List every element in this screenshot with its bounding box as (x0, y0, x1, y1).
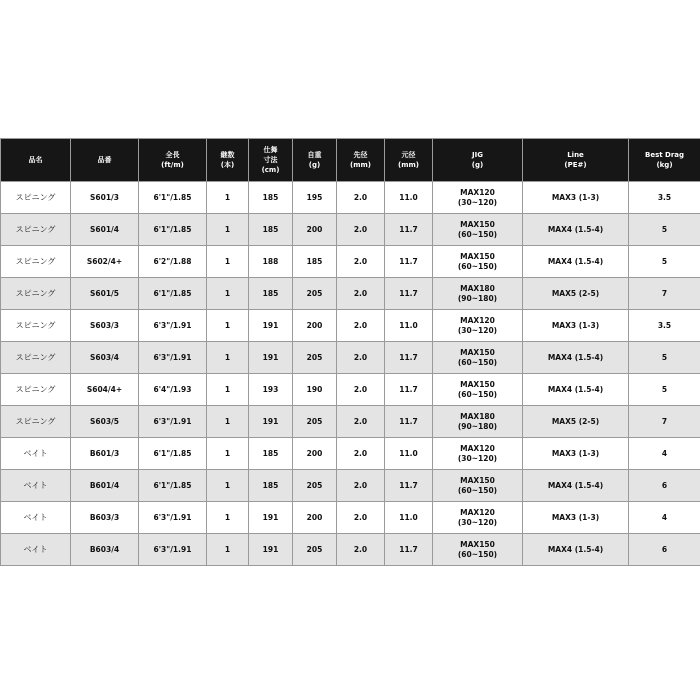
butt-diameter-cell: 11.7 (385, 534, 433, 566)
length-cell: 6'4"/1.93 (139, 374, 207, 406)
product-type-cell: ベイト (1, 438, 71, 470)
best-drag-cell: 7 (629, 406, 700, 438)
pieces-cell: 1 (207, 342, 249, 374)
pieces-cell: 1 (207, 406, 249, 438)
weight-cell: 200 (293, 502, 337, 534)
length-cell: 6'3"/1.91 (139, 310, 207, 342)
header-cell: 自重 (g) (293, 139, 337, 182)
line-rating-cell: MAX4 (1.5-4) (523, 470, 629, 502)
line-rating-cell: MAX4 (1.5-4) (523, 214, 629, 246)
butt-diameter-cell: 11.0 (385, 438, 433, 470)
pieces-cell: 1 (207, 278, 249, 310)
model-number-cell: B601/4 (71, 470, 139, 502)
header-cell: Best Drag (kg) (629, 139, 700, 182)
table-row (1, 470, 700, 502)
table-row (1, 342, 700, 374)
product-type-cell: スピニング (1, 342, 71, 374)
length-cell: 6'1"/1.85 (139, 438, 207, 470)
model-number-cell: S603/4 (71, 342, 139, 374)
best-drag-cell: 6 (629, 470, 700, 502)
closed-length-cell: 191 (249, 310, 293, 342)
butt-diameter-cell: 11.7 (385, 214, 433, 246)
closed-length-cell: 191 (249, 502, 293, 534)
model-number-cell: B601/3 (71, 438, 139, 470)
header-cell: 元径 (mm) (385, 139, 433, 182)
tip-diameter-cell: 2.0 (337, 246, 385, 278)
table-row (1, 534, 700, 566)
length-cell: 6'2"/1.88 (139, 246, 207, 278)
closed-length-cell: 185 (249, 182, 293, 214)
model-number-cell: S603/3 (71, 310, 139, 342)
table-row (1, 246, 700, 278)
table-row (1, 374, 700, 406)
tip-diameter-cell: 2.0 (337, 342, 385, 374)
tip-diameter-cell: 2.0 (337, 182, 385, 214)
pieces-cell: 1 (207, 470, 249, 502)
weight-cell: 205 (293, 342, 337, 374)
closed-length-cell: 185 (249, 278, 293, 310)
weight-cell: 195 (293, 182, 337, 214)
tip-diameter-cell: 2.0 (337, 470, 385, 502)
header-row (1, 139, 700, 182)
product-type-cell: スピニング (1, 374, 71, 406)
length-cell: 6'1"/1.85 (139, 214, 207, 246)
line-rating-cell: MAX3 (1-3) (523, 182, 629, 214)
product-type-cell: ベイト (1, 502, 71, 534)
length-cell: 6'3"/1.91 (139, 342, 207, 374)
pieces-cell: 1 (207, 182, 249, 214)
pieces-cell: 1 (207, 438, 249, 470)
weight-cell: 205 (293, 406, 337, 438)
butt-diameter-cell: 11.0 (385, 502, 433, 534)
jig-weight-cell: MAX150 (60~150) (433, 246, 523, 278)
jig-weight-cell: MAX150 (60~150) (433, 534, 523, 566)
line-rating-cell: MAX5 (2-5) (523, 278, 629, 310)
best-drag-cell: 4 (629, 438, 700, 470)
spec-table (0, 138, 700, 566)
jig-weight-cell: MAX150 (60~150) (433, 342, 523, 374)
butt-diameter-cell: 11.7 (385, 406, 433, 438)
product-type-cell: スピニング (1, 182, 71, 214)
closed-length-cell: 191 (249, 534, 293, 566)
weight-cell: 205 (293, 278, 337, 310)
pieces-cell: 1 (207, 246, 249, 278)
jig-weight-cell: MAX120 (30~120) (433, 438, 523, 470)
header-cell: Line (PE#) (523, 139, 629, 182)
length-cell: 6'1"/1.85 (139, 278, 207, 310)
weight-cell: 185 (293, 246, 337, 278)
pieces-cell: 1 (207, 214, 249, 246)
tip-diameter-cell: 2.0 (337, 406, 385, 438)
tip-diameter-cell: 2.0 (337, 278, 385, 310)
product-type-cell: スピニング (1, 406, 71, 438)
model-number-cell: B603/3 (71, 502, 139, 534)
model-number-cell: S601/5 (71, 278, 139, 310)
table-row (1, 502, 700, 534)
length-cell: 6'3"/1.91 (139, 406, 207, 438)
jig-weight-cell: MAX180 (90~180) (433, 406, 523, 438)
weight-cell: 200 (293, 214, 337, 246)
product-type-cell: スピニング (1, 278, 71, 310)
best-drag-cell: 4 (629, 502, 700, 534)
butt-diameter-cell: 11.7 (385, 374, 433, 406)
weight-cell: 205 (293, 534, 337, 566)
product-type-cell: ベイト (1, 470, 71, 502)
model-number-cell: B603/4 (71, 534, 139, 566)
best-drag-cell: 6 (629, 534, 700, 566)
line-rating-cell: MAX4 (1.5-4) (523, 246, 629, 278)
butt-diameter-cell: 11.7 (385, 342, 433, 374)
header-cell: 全長 (ft/m) (139, 139, 207, 182)
line-rating-cell: MAX5 (2-5) (523, 406, 629, 438)
length-cell: 6'1"/1.85 (139, 470, 207, 502)
table-row (1, 438, 700, 470)
header-cell: 品名 (1, 139, 71, 182)
closed-length-cell: 191 (249, 342, 293, 374)
weight-cell: 205 (293, 470, 337, 502)
butt-diameter-cell: 11.0 (385, 310, 433, 342)
jig-weight-cell: MAX150 (60~150) (433, 214, 523, 246)
spec-table-body (1, 182, 700, 566)
best-drag-cell: 5 (629, 246, 700, 278)
best-drag-cell: 5 (629, 342, 700, 374)
closed-length-cell: 185 (249, 214, 293, 246)
line-rating-cell: MAX3 (1-3) (523, 502, 629, 534)
best-drag-cell: 5 (629, 374, 700, 406)
weight-cell: 190 (293, 374, 337, 406)
model-number-cell: S601/3 (71, 182, 139, 214)
jig-weight-cell: MAX120 (30~120) (433, 182, 523, 214)
length-cell: 6'3"/1.91 (139, 502, 207, 534)
closed-length-cell: 185 (249, 470, 293, 502)
header-cell: 継数 (本) (207, 139, 249, 182)
header-cell: JIG (g) (433, 139, 523, 182)
header-cell: 品番 (71, 139, 139, 182)
butt-diameter-cell: 11.7 (385, 246, 433, 278)
line-rating-cell: MAX4 (1.5-4) (523, 342, 629, 374)
length-cell: 6'1"/1.85 (139, 182, 207, 214)
tip-diameter-cell: 2.0 (337, 438, 385, 470)
butt-diameter-cell: 11.7 (385, 470, 433, 502)
tip-diameter-cell: 2.0 (337, 310, 385, 342)
header-cell: 先径 (mm) (337, 139, 385, 182)
line-rating-cell: MAX4 (1.5-4) (523, 374, 629, 406)
header-cell: 仕舞 寸法 (cm) (249, 139, 293, 182)
jig-weight-cell: MAX120 (30~120) (433, 502, 523, 534)
line-rating-cell: MAX3 (1-3) (523, 438, 629, 470)
tip-diameter-cell: 2.0 (337, 214, 385, 246)
butt-diameter-cell: 11.7 (385, 278, 433, 310)
tip-diameter-cell: 2.0 (337, 502, 385, 534)
butt-diameter-cell: 11.0 (385, 182, 433, 214)
line-rating-cell: MAX3 (1-3) (523, 310, 629, 342)
model-number-cell: S604/4+ (71, 374, 139, 406)
closed-length-cell: 191 (249, 406, 293, 438)
jig-weight-cell: MAX150 (60~150) (433, 470, 523, 502)
closed-length-cell: 185 (249, 438, 293, 470)
jig-weight-cell: MAX150 (60~150) (433, 374, 523, 406)
table-row (1, 182, 700, 214)
model-number-cell: S601/4 (71, 214, 139, 246)
best-drag-cell: 3.5 (629, 182, 700, 214)
table-row (1, 214, 700, 246)
length-cell: 6'3"/1.91 (139, 534, 207, 566)
best-drag-cell: 7 (629, 278, 700, 310)
best-drag-cell: 5 (629, 214, 700, 246)
closed-length-cell: 193 (249, 374, 293, 406)
jig-weight-cell: MAX180 (90~180) (433, 278, 523, 310)
product-type-cell: スピニング (1, 246, 71, 278)
product-type-cell: スピニング (1, 214, 71, 246)
pieces-cell: 1 (207, 534, 249, 566)
weight-cell: 200 (293, 310, 337, 342)
model-number-cell: S602/4+ (71, 246, 139, 278)
tip-diameter-cell: 2.0 (337, 534, 385, 566)
model-number-cell: S603/5 (71, 406, 139, 438)
product-type-cell: ベイト (1, 534, 71, 566)
tip-diameter-cell: 2.0 (337, 374, 385, 406)
jig-weight-cell: MAX120 (30~120) (433, 310, 523, 342)
table-row (1, 406, 700, 438)
weight-cell: 200 (293, 438, 337, 470)
table-row (1, 278, 700, 310)
pieces-cell: 1 (207, 502, 249, 534)
product-type-cell: スピニング (1, 310, 71, 342)
pieces-cell: 1 (207, 374, 249, 406)
line-rating-cell: MAX4 (1.5-4) (523, 534, 629, 566)
closed-length-cell: 188 (249, 246, 293, 278)
table-row (1, 310, 700, 342)
pieces-cell: 1 (207, 310, 249, 342)
best-drag-cell: 3.5 (629, 310, 700, 342)
